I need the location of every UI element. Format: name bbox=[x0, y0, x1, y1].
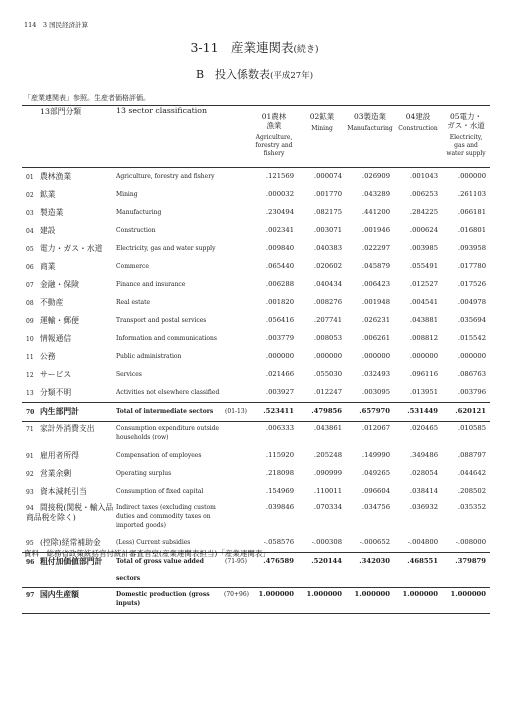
column-header-en: Electricity, gas and water supply bbox=[446, 134, 486, 157]
coefficient-cell: -.004800 bbox=[407, 538, 439, 546]
page-header: 114 3 国民経済計算 bbox=[24, 21, 89, 29]
row-en-label: Information and communications bbox=[116, 335, 217, 342]
coefficient-cell: .028054 bbox=[409, 469, 439, 477]
row-range bbox=[224, 258, 250, 276]
coefficient-cell: .065440 bbox=[265, 262, 295, 270]
table-row bbox=[22, 501, 490, 534]
coefficient-cell: .045879 bbox=[361, 262, 391, 270]
row-jp-text: 電力・ガス・水道 bbox=[40, 244, 103, 253]
coefficient-cell: .096116 bbox=[409, 370, 439, 378]
coefficient-cell: .208502 bbox=[457, 487, 487, 495]
coefficient-cell: .261103 bbox=[457, 190, 487, 198]
column-header bbox=[298, 106, 346, 168]
row-code: 05 bbox=[26, 246, 34, 253]
coefficient-cell: .066181 bbox=[457, 208, 487, 216]
row-jp-text: 情報通信 bbox=[40, 334, 72, 343]
coefficient-cell: .115920 bbox=[265, 451, 295, 459]
table-row bbox=[22, 465, 490, 483]
row-jp-label bbox=[22, 384, 116, 403]
coefficient-cell: .205248 bbox=[313, 451, 343, 459]
column-header-jp: 02鉱業 bbox=[309, 112, 335, 121]
row-range bbox=[224, 312, 250, 330]
coefficient-cell: .110011 bbox=[313, 487, 343, 495]
row-en-label: Consumption of fixed capital bbox=[116, 488, 204, 495]
coefficient-cell: .008812 bbox=[409, 334, 439, 342]
coefficient-cell: .006423 bbox=[361, 280, 391, 288]
coefficient-cell: .000032 bbox=[265, 190, 295, 198]
row-jp-text: 運輸・郵便 bbox=[40, 316, 79, 325]
row-jp-label bbox=[22, 312, 116, 330]
row-jp-label bbox=[22, 588, 116, 614]
table-subtitle bbox=[0, 66, 509, 82]
column-header bbox=[442, 106, 490, 168]
coefficient-cell: .035352 bbox=[457, 503, 487, 511]
row-jp-label bbox=[22, 422, 116, 448]
column-header-jp: 01農林 漁業 bbox=[261, 112, 287, 130]
table-row bbox=[22, 222, 490, 240]
source-note: 資料 総務省政策統括官付統計審査官室(産業連関表担当)「産業連関表」 bbox=[24, 549, 270, 558]
coefficient-cell: .441200 bbox=[361, 208, 391, 216]
row-code: 07 bbox=[26, 282, 34, 289]
coefficient-cell: .230494 bbox=[265, 208, 295, 216]
row-code: 92 bbox=[26, 471, 34, 478]
coefficient-cell: .006261 bbox=[361, 334, 391, 342]
column-header-en: Agriculture, forestry and fishery bbox=[255, 134, 293, 157]
column-header-jp: 03製造業 bbox=[353, 112, 387, 121]
row-jp-text: 不動産 bbox=[40, 298, 64, 307]
table-row bbox=[22, 168, 490, 187]
coefficient-cell: .121569 bbox=[265, 172, 295, 180]
row-code: 09 bbox=[26, 318, 34, 325]
row-en-label: Activities not elsewhere classified bbox=[116, 389, 220, 396]
coefficient-cell: .001043 bbox=[409, 172, 439, 180]
coefficient-cell: .008053 bbox=[313, 334, 343, 342]
coefficient-cell: .096604 bbox=[361, 487, 391, 495]
coefficient-cell: .000000 bbox=[313, 352, 343, 360]
column-header bbox=[250, 106, 298, 168]
coefficient-cell: .016801 bbox=[457, 226, 487, 234]
coefficient-cell: .040383 bbox=[313, 244, 343, 252]
coefficient-cell: .020465 bbox=[394, 422, 442, 448]
row-en-label: Transport and postal services bbox=[116, 317, 207, 324]
table-row bbox=[22, 312, 490, 330]
table-note: 「産業連関表」参照。生産者価格評価。 bbox=[24, 94, 150, 102]
coefficient-cell: .009840 bbox=[265, 244, 295, 252]
row-code: 12 bbox=[26, 372, 34, 379]
table-row bbox=[22, 403, 490, 422]
row-en-label: Total of intermediate sectors bbox=[116, 403, 224, 422]
coefficient-cell: .035694 bbox=[457, 316, 487, 324]
row-en-label: Finance and insurance bbox=[116, 281, 186, 288]
coefficient-cell: .039846 bbox=[265, 503, 295, 511]
coefficient-cell: .022297 bbox=[361, 244, 391, 252]
coefficient-cell: .036932 bbox=[409, 503, 439, 511]
row-range: (70+96) bbox=[224, 588, 250, 614]
row-range bbox=[224, 384, 250, 403]
row-code: 93 bbox=[26, 489, 34, 496]
row-jp-text: 資本減耗引当 bbox=[40, 487, 87, 496]
row-en-label: Commerce bbox=[116, 263, 149, 270]
coefficient-cell: .038414 bbox=[409, 487, 439, 495]
column-header-en: Manufacturing bbox=[347, 125, 393, 132]
row-code: 70 bbox=[26, 409, 35, 416]
coefficient-cell: .088797 bbox=[457, 451, 487, 459]
row-en-label: Real estate bbox=[116, 299, 151, 306]
table-row bbox=[22, 447, 490, 465]
coefficient-cell: .004978 bbox=[457, 298, 487, 306]
row-jp-text: 商業 bbox=[40, 262, 56, 271]
coefficient-cell: .003796 bbox=[457, 388, 487, 396]
row-range bbox=[224, 422, 250, 448]
table-row bbox=[22, 186, 490, 204]
coefficient-cell: .000000 bbox=[265, 352, 295, 360]
header-en-classification: 13 sector classification bbox=[116, 106, 250, 168]
row-range bbox=[224, 276, 250, 294]
row-en-label: Agriculture, forestry and fishery bbox=[116, 173, 215, 180]
coefficient-cell: .013951 bbox=[409, 388, 439, 396]
row-range bbox=[224, 366, 250, 384]
table-row bbox=[22, 276, 490, 294]
row-jp-text: 粗付加価値部門計 bbox=[40, 557, 103, 566]
coefficient-cell: .004541 bbox=[409, 298, 439, 306]
coefficient-cell: .010585 bbox=[442, 422, 490, 448]
coefficient-cell: .523411 bbox=[250, 403, 298, 422]
coefficient-cell: .090999 bbox=[313, 469, 343, 477]
row-en-label: Compensation of employees bbox=[116, 452, 202, 459]
row-en-label: Electricity, gas and water supply bbox=[116, 245, 216, 252]
coefficient-cell: -.000652 bbox=[359, 538, 391, 546]
row-range bbox=[224, 501, 250, 534]
coefficient-cell: .049265 bbox=[361, 469, 391, 477]
column-header bbox=[346, 106, 394, 168]
table-row bbox=[22, 588, 490, 614]
row-en-label: Mining bbox=[116, 191, 138, 198]
row-en-label: Domestic production (gross inputs) bbox=[116, 588, 224, 614]
coefficient-cell: .055030 bbox=[313, 370, 343, 378]
row-range bbox=[224, 447, 250, 465]
coefficient-cell: .520144 bbox=[298, 553, 346, 588]
row-jp-label bbox=[22, 465, 116, 483]
column-header-en: Construction bbox=[398, 125, 438, 132]
input-coefficient-table bbox=[22, 105, 490, 614]
row-en-label: Consumption expenditure outside households (row) bbox=[116, 422, 224, 448]
coefficient-cell: .026231 bbox=[361, 316, 391, 324]
row-range bbox=[224, 240, 250, 258]
coefficient-cell: .070334 bbox=[313, 503, 343, 511]
coefficient-cell: .001948 bbox=[361, 298, 391, 306]
coefficient-cell: -.000308 bbox=[311, 538, 343, 546]
coefficient-cell: .349486 bbox=[409, 451, 439, 459]
row-range bbox=[224, 348, 250, 366]
table-title bbox=[0, 38, 509, 56]
header-jp-classification: 13部門分類 bbox=[22, 106, 116, 168]
coefficient-cell: .006288 bbox=[265, 280, 295, 288]
row-jp-text: 間接税(関税・輸入品商品税を除く) bbox=[26, 503, 114, 522]
coefficient-cell: .043881 bbox=[409, 316, 439, 324]
title-suffix: (続き) bbox=[293, 45, 319, 55]
row-range bbox=[224, 168, 250, 187]
row-code: 71 bbox=[26, 426, 34, 433]
coefficient-cell: .001820 bbox=[265, 298, 295, 306]
row-jp-label bbox=[22, 366, 116, 384]
column-header-en: Mining bbox=[311, 125, 333, 132]
coefficient-cell: .003779 bbox=[265, 334, 295, 342]
table-row bbox=[22, 422, 490, 448]
row-en-label: Construction bbox=[116, 227, 156, 234]
row-code: 94 bbox=[26, 505, 34, 512]
coefficient-cell: .149990 bbox=[361, 451, 391, 459]
row-jp-text: 家計外消費支出 bbox=[40, 424, 95, 433]
row-en-label: Total of gross value added sectors bbox=[116, 553, 224, 588]
row-jp-text: 金融・保険 bbox=[40, 280, 79, 289]
coefficient-cell: .620121 bbox=[442, 403, 490, 422]
coefficient-cell: .020602 bbox=[313, 262, 343, 270]
coefficient-cell: .657970 bbox=[346, 403, 394, 422]
row-code: 97 bbox=[26, 592, 35, 599]
row-code: 08 bbox=[26, 300, 34, 307]
row-range: (71-95) bbox=[224, 553, 250, 588]
title-text: 3-11 産業連関表 bbox=[190, 40, 294, 55]
row-range bbox=[224, 222, 250, 240]
row-range bbox=[224, 294, 250, 312]
coefficient-cell: .043289 bbox=[361, 190, 391, 198]
row-en-label: (Less) Current subsidies bbox=[116, 539, 191, 546]
coefficient-cell: 1.000000 bbox=[442, 588, 490, 614]
coefficient-cell: .044642 bbox=[457, 469, 487, 477]
column-header bbox=[394, 106, 442, 168]
coefficient-cell: .342030 bbox=[346, 553, 394, 588]
coefficient-cell: .021466 bbox=[265, 370, 295, 378]
row-jp-label bbox=[22, 483, 116, 501]
coefficient-cell: .055491 bbox=[409, 262, 439, 270]
coefficient-cell: .006253 bbox=[409, 190, 439, 198]
coefficient-cell: -.058576 bbox=[263, 538, 295, 546]
column-header-jp: 04建設 bbox=[405, 112, 431, 121]
subtitle-text: B 投入係数表 bbox=[195, 68, 271, 81]
coefficient-cell: .154969 bbox=[265, 487, 295, 495]
row-jp-text: 鉱業 bbox=[40, 190, 56, 199]
coefficient-cell: .040434 bbox=[313, 280, 343, 288]
coefficient-cell: .008276 bbox=[313, 298, 343, 306]
coefficient-cell: .017526 bbox=[457, 280, 487, 288]
coefficient-cell: .006333 bbox=[250, 422, 298, 448]
coefficient-cell: 1.000000 bbox=[394, 588, 442, 614]
row-en-label: Services bbox=[116, 371, 142, 378]
coefficient-cell: .476589 bbox=[250, 553, 298, 588]
row-jp-label bbox=[22, 168, 116, 187]
coefficient-cell: .000000 bbox=[457, 352, 487, 360]
coefficient-cell: .017780 bbox=[457, 262, 487, 270]
coefficient-cell: .479856 bbox=[298, 403, 346, 422]
coefficient-cell: .001770 bbox=[313, 190, 343, 198]
coefficient-cell: .207741 bbox=[313, 316, 343, 324]
row-en-label: Manufacturing bbox=[116, 209, 162, 216]
row-en-label: Indirect taxes (excluding custom duties and commodity taxes on imported goods) bbox=[116, 504, 216, 529]
row-jp-text: 国内生産額 bbox=[40, 590, 79, 599]
row-range bbox=[224, 483, 250, 501]
table-row bbox=[22, 483, 490, 501]
table-row bbox=[22, 258, 490, 276]
coefficient-cell: .379879 bbox=[442, 553, 490, 588]
table-row bbox=[22, 366, 490, 384]
coefficient-cell: .043861 bbox=[298, 422, 346, 448]
row-code: 06 bbox=[26, 264, 34, 271]
row-jp-label bbox=[22, 258, 116, 276]
coefficient-cell: .003095 bbox=[361, 388, 391, 396]
row-jp-text: 分類不明 bbox=[40, 388, 72, 397]
coefficient-cell: .531449 bbox=[394, 403, 442, 422]
row-code: 96 bbox=[26, 559, 35, 566]
table-row bbox=[22, 330, 490, 348]
row-code: 02 bbox=[26, 192, 34, 199]
row-jp-text: 営業余剰 bbox=[40, 469, 72, 478]
coefficient-cell: .086763 bbox=[457, 370, 487, 378]
coefficient-cell: -.008000 bbox=[455, 538, 487, 546]
row-jp-text: 農林漁業 bbox=[40, 172, 72, 181]
row-code: 03 bbox=[26, 210, 34, 217]
row-jp-label bbox=[22, 276, 116, 294]
coefficient-cell: .284225 bbox=[409, 208, 439, 216]
row-code: 91 bbox=[26, 453, 34, 460]
coefficient-cell: .003927 bbox=[265, 388, 295, 396]
coefficient-cell: .001946 bbox=[361, 226, 391, 234]
row-code: 01 bbox=[26, 174, 34, 181]
row-jp-label bbox=[22, 501, 116, 534]
coefficient-cell: .003071 bbox=[313, 226, 343, 234]
coefficient-cell: .000000 bbox=[409, 352, 439, 360]
row-jp-label bbox=[22, 186, 116, 204]
row-jp-text: 建設 bbox=[40, 226, 56, 235]
row-code: 11 bbox=[26, 354, 34, 361]
coefficient-cell: 1.000000 bbox=[298, 588, 346, 614]
table-row bbox=[22, 240, 490, 258]
coefficient-cell: .002341 bbox=[265, 226, 295, 234]
row-code: 04 bbox=[26, 228, 34, 235]
coefficient-cell: .000000 bbox=[361, 352, 391, 360]
row-en-label: Operating surplus bbox=[116, 470, 172, 477]
table-row bbox=[22, 384, 490, 403]
row-jp-text: 公務 bbox=[40, 352, 56, 361]
coefficient-cell: .218098 bbox=[265, 469, 295, 477]
coefficient-cell: .000624 bbox=[409, 226, 439, 234]
table-row bbox=[22, 348, 490, 366]
coefficient-cell: .000000 bbox=[457, 172, 487, 180]
table-row bbox=[22, 204, 490, 222]
row-jp-label bbox=[22, 403, 116, 422]
row-jp-label bbox=[22, 222, 116, 240]
coefficient-cell: .000074 bbox=[313, 172, 343, 180]
subtitle-suffix: (平成27年) bbox=[270, 71, 314, 81]
row-jp-label bbox=[22, 240, 116, 258]
row-jp-label bbox=[22, 204, 116, 222]
table-body bbox=[22, 168, 490, 614]
row-range bbox=[224, 204, 250, 222]
row-jp-text: (控除)経常補助金 bbox=[40, 538, 101, 547]
row-jp-text: サービス bbox=[40, 370, 72, 379]
row-range: (01-13) bbox=[224, 403, 250, 422]
row-code: 13 bbox=[26, 390, 34, 397]
row-en-label: Public administration bbox=[116, 353, 182, 360]
coefficient-cell: 1.000000 bbox=[250, 588, 298, 614]
coefficient-cell: .012067 bbox=[346, 422, 394, 448]
coefficient-cell: 1.000000 bbox=[346, 588, 394, 614]
coefficient-cell: .032493 bbox=[361, 370, 391, 378]
row-range bbox=[224, 330, 250, 348]
coefficient-cell: .015542 bbox=[457, 334, 487, 342]
row-jp-text: 製造業 bbox=[40, 208, 64, 217]
row-jp-label bbox=[22, 294, 116, 312]
row-jp-label bbox=[22, 348, 116, 366]
table-row bbox=[22, 294, 490, 312]
row-jp-label bbox=[22, 447, 116, 465]
column-header-jp: 05電力・ ガス・水道 bbox=[447, 112, 485, 130]
coefficient-cell: .012247 bbox=[313, 388, 343, 396]
row-range bbox=[224, 465, 250, 483]
coefficient-cell: .056416 bbox=[265, 316, 295, 324]
coefficient-cell: .093958 bbox=[457, 244, 487, 252]
coefficient-cell: .003985 bbox=[409, 244, 439, 252]
coefficient-cell: .012527 bbox=[409, 280, 439, 288]
row-jp-text: 内生部門計 bbox=[40, 407, 79, 416]
coefficient-cell: .082175 bbox=[313, 208, 343, 216]
coefficient-cell: .468551 bbox=[394, 553, 442, 588]
row-code: 95 bbox=[26, 540, 34, 547]
row-jp-label bbox=[22, 330, 116, 348]
row-range bbox=[224, 186, 250, 204]
row-code: 10 bbox=[26, 336, 34, 343]
row-jp-text: 雇用者所得 bbox=[40, 451, 79, 460]
coefficient-cell: .026909 bbox=[361, 172, 391, 180]
coefficient-cell: .034756 bbox=[361, 503, 391, 511]
